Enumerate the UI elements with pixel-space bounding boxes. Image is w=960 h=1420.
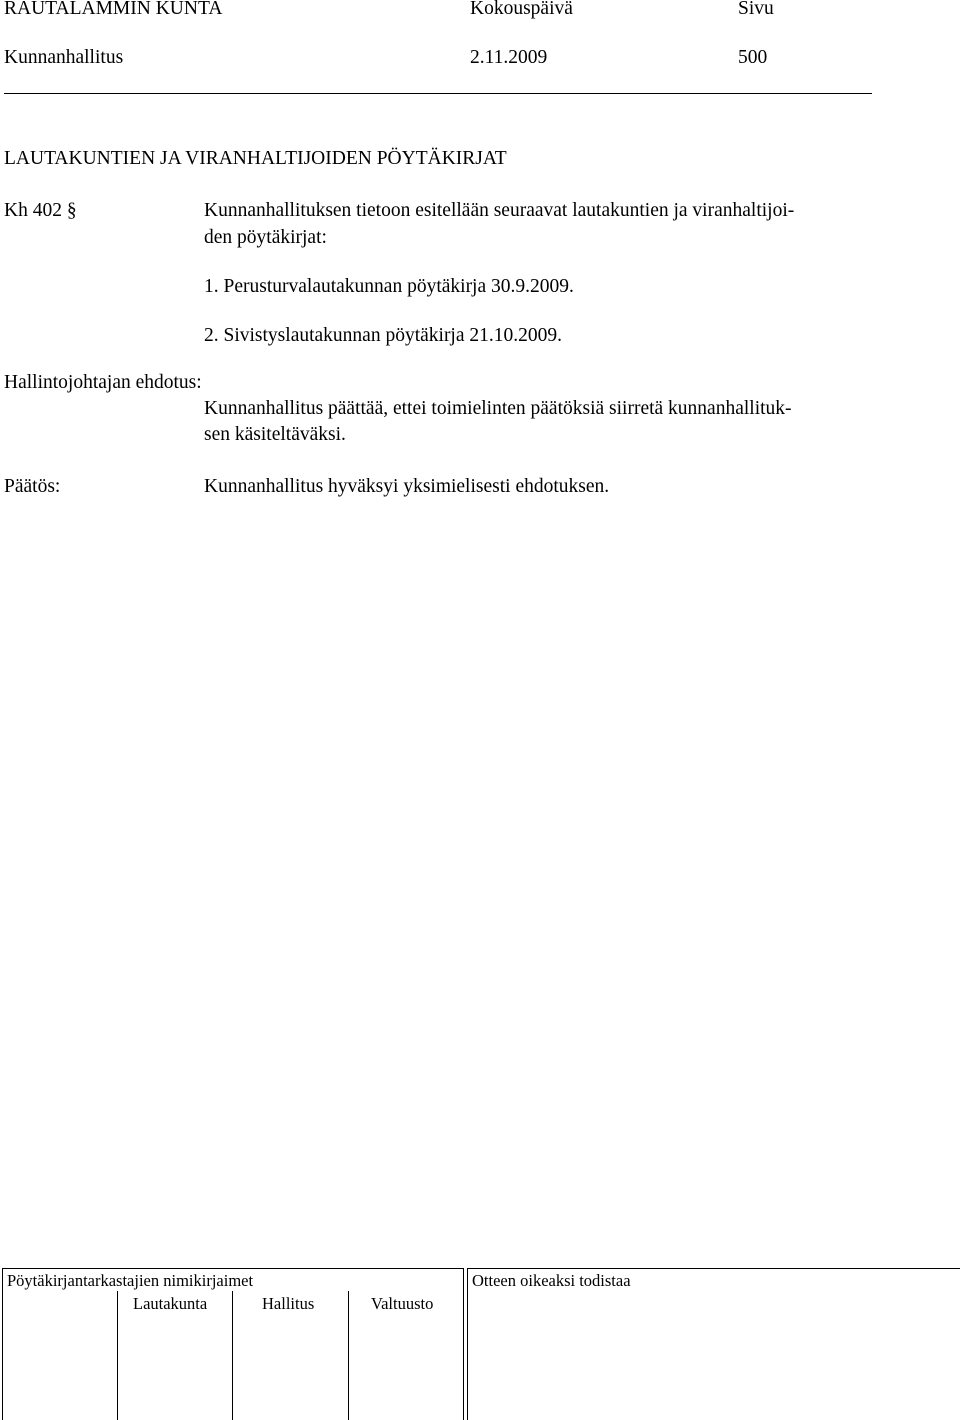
- footer-rule-right: [467, 1268, 960, 1269]
- proposal-text-line-2: sen käsiteltäväksi.: [204, 424, 346, 445]
- footer-column-divider: [232, 1291, 233, 1420]
- signature-column-label: Valtuusto: [371, 1294, 434, 1313]
- intro-text-line-2: den pöytäkirjat:: [204, 227, 327, 248]
- footer-column-divider: [117, 1291, 118, 1420]
- municipality-name: RAUTALAMMIN KUNTA: [4, 0, 223, 19]
- signatures-label: Pöytäkirjantarkastajien nimikirjaimet: [7, 1271, 254, 1290]
- signature-column-label: Hallitus: [262, 1294, 315, 1313]
- decision-label: Päätös:: [4, 476, 61, 497]
- document-heading: LAUTAKUNTIEN JA VIRANHALTIJOIDEN PÖYTÄKIRJAT: [4, 148, 507, 169]
- governing-body: Kunnanhallitus: [4, 47, 124, 68]
- meeting-date-label: Kokouspäivä: [470, 0, 573, 19]
- page-label: Sivu: [738, 0, 774, 19]
- section-number: Kh 402: [4, 200, 62, 221]
- list-item: 2. Sivistyslautakunnan pöytäkirja 21.10.2009.: [204, 325, 563, 346]
- footer-column-divider: [348, 1291, 349, 1420]
- list-item: 1. Perusturvalautakunnan pöytäkirja 30.9.2009.: [204, 276, 574, 297]
- decision-text: Kunnanhallitus hyväksyi yksimielisesti ehdotuksen.: [204, 476, 610, 497]
- footer-border-middle: [463, 1268, 464, 1420]
- section-id: [4, 201, 77, 221]
- meeting-date: 2.11.2009: [470, 47, 548, 68]
- proposal-label: Hallintojohtajan ehdotus:: [4, 372, 202, 393]
- footer-rule-left: [2, 1268, 464, 1269]
- footer-border-left: [2, 1268, 3, 1420]
- section-sign: §: [66, 200, 77, 221]
- certification-label: Otteen oikeaksi todistaa: [472, 1271, 631, 1290]
- proposal-text-line-1: Kunnanhallitus päättää, ettei toimielinten päätöksiä siirretä kunnanhallituk-: [204, 398, 792, 419]
- footer-border-right-block: [467, 1268, 468, 1420]
- intro-text-line-1: Kunnanhallituksen tietoon esitellään seuraavat lautakuntien ja viranhaltijoi-: [204, 200, 795, 221]
- signature-column-label: Lautakunta: [133, 1294, 208, 1313]
- page-number: 500: [738, 47, 768, 68]
- header-divider: [4, 93, 872, 94]
